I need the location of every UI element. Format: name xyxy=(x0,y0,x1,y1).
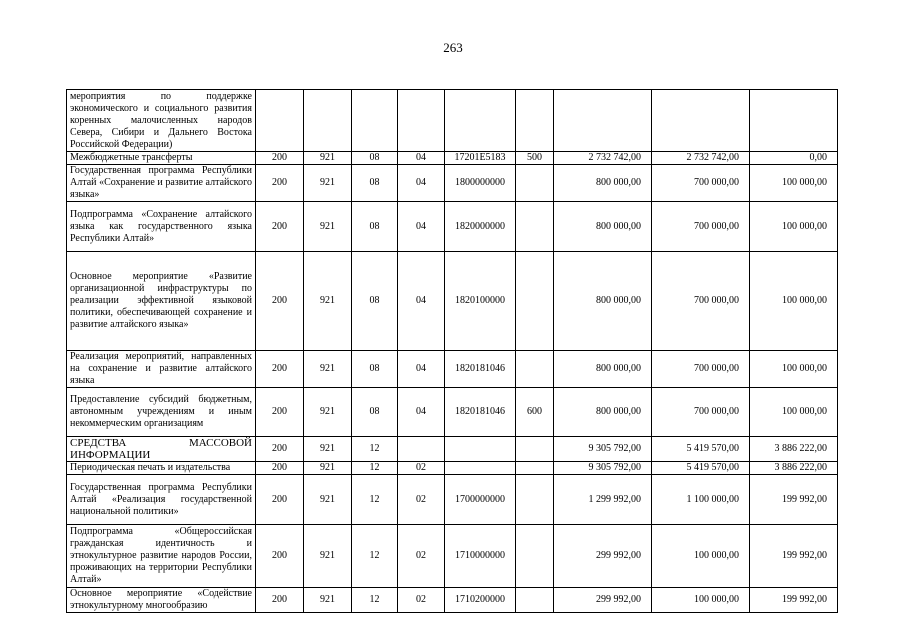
row-name-cell: Подпрограмма «Общероссийская гражданская идентичность и этнокультурное развитие народов России, проживающих на территории Республики Алтай» xyxy=(67,525,256,588)
code-cell-1: 200 xyxy=(256,475,304,525)
row-name-cell: мероприятия по поддержке экономического и социального развития коренных малочисленных народов Севера, Сибири и Дальнего Востока Российской Федерации) xyxy=(67,90,256,152)
amount-cell-1: 299 992,00 xyxy=(554,588,652,613)
code-cell-1: 200 xyxy=(256,437,304,462)
target-article-cell xyxy=(445,437,516,462)
section-cell: 08 xyxy=(352,202,398,252)
subsection-cell: 04 xyxy=(398,252,445,351)
subsection-cell: 04 xyxy=(398,165,445,202)
section-cell: 12 xyxy=(352,475,398,525)
code-cell-2: 921 xyxy=(304,152,352,165)
code-cell-2: 921 xyxy=(304,475,352,525)
code-cell-1: 200 xyxy=(256,165,304,202)
code-cell-1 xyxy=(256,90,304,152)
target-article-cell: 1820100000 xyxy=(445,252,516,351)
row-name-cell: Государственная программа Республики Алтай «Сохранение и развитие алтайского языка» xyxy=(67,165,256,202)
amount-cell-2: 700 000,00 xyxy=(652,351,750,388)
amount-cell-3: 0,00 xyxy=(750,152,838,165)
section-cell: 08 xyxy=(352,165,398,202)
code-cell-1: 200 xyxy=(256,388,304,437)
row-name-cell: Основное мероприятие «Содействие этнокультурному многообразию xyxy=(67,588,256,613)
row-name-cell: Подпрограмма «Сохранение алтайского языка как государственного языка Республики Алтай» xyxy=(67,202,256,252)
amount-cell-2: 2 732 742,00 xyxy=(652,152,750,165)
amount-cell-2: 5 419 570,00 xyxy=(652,462,750,475)
subsection-cell: 02 xyxy=(398,475,445,525)
amount-cell-2: 700 000,00 xyxy=(652,388,750,437)
subsection-cell: 04 xyxy=(398,388,445,437)
row-name-cell: Основное мероприятие «Развитие организационной инфраструктуры по реализации эффективной языковой политики, обеспечивающей сохранение и развитие алтайского языка» xyxy=(67,252,256,351)
table-body xyxy=(67,90,838,613)
expense-type-cell xyxy=(516,202,554,252)
budget-table xyxy=(66,89,838,613)
section-cell: 08 xyxy=(352,351,398,388)
table-row xyxy=(67,462,838,475)
section-cell xyxy=(352,90,398,152)
expense-type-cell xyxy=(516,165,554,202)
table-row xyxy=(67,475,838,525)
section-cell: 12 xyxy=(352,462,398,475)
table-row xyxy=(67,202,838,252)
target-article-cell: 1710200000 xyxy=(445,588,516,613)
expense-type-cell xyxy=(516,351,554,388)
table-row xyxy=(67,152,838,165)
target-article-cell: 1710000000 xyxy=(445,525,516,588)
code-cell-1: 200 xyxy=(256,525,304,588)
subsection-cell: 02 xyxy=(398,588,445,613)
code-cell-2: 921 xyxy=(304,165,352,202)
subsection-cell: 04 xyxy=(398,351,445,388)
table-row xyxy=(67,525,838,588)
amount-cell-2: 100 000,00 xyxy=(652,588,750,613)
amount-cell-3: 199 992,00 xyxy=(750,525,838,588)
section-cell: 12 xyxy=(352,437,398,462)
code-cell-1: 200 xyxy=(256,588,304,613)
table-row xyxy=(67,252,838,351)
expense-type-cell: 600 xyxy=(516,388,554,437)
target-article-cell: 1800000000 xyxy=(445,165,516,202)
section-cell: 08 xyxy=(352,152,398,165)
amount-cell-2: 1 100 000,00 xyxy=(652,475,750,525)
row-name-cell: Реализация мероприятий, направленных на сохранение и развитие алтайского языка xyxy=(67,351,256,388)
amount-cell-3: 199 992,00 xyxy=(750,588,838,613)
amount-cell-1: 800 000,00 xyxy=(554,252,652,351)
amount-cell-1: 2 732 742,00 xyxy=(554,152,652,165)
amount-cell-1: 299 992,00 xyxy=(554,525,652,588)
table-row xyxy=(67,388,838,437)
code-cell-2: 921 xyxy=(304,388,352,437)
code-cell-1: 200 xyxy=(256,252,304,351)
subsection-cell: 02 xyxy=(398,462,445,475)
code-cell-1: 200 xyxy=(256,462,304,475)
target-article-cell: 1700000000 xyxy=(445,475,516,525)
code-cell-2: 921 xyxy=(304,588,352,613)
amount-cell-3: 100 000,00 xyxy=(750,351,838,388)
expense-type-cell xyxy=(516,437,554,462)
code-cell-2: 921 xyxy=(304,462,352,475)
code-cell-1: 200 xyxy=(256,152,304,165)
target-article-cell: 1820000000 xyxy=(445,202,516,252)
subsection-cell xyxy=(398,437,445,462)
expense-type-cell: 500 xyxy=(516,152,554,165)
subsection-cell: 02 xyxy=(398,525,445,588)
subsection-cell: 04 xyxy=(398,202,445,252)
table-row xyxy=(67,165,838,202)
page-number: 263 xyxy=(443,40,463,55)
amount-cell-1: 800 000,00 xyxy=(554,388,652,437)
amount-cell-3: 100 000,00 xyxy=(750,165,838,202)
table-row xyxy=(67,351,838,388)
code-cell-1: 200 xyxy=(256,351,304,388)
expense-type-cell xyxy=(516,252,554,351)
target-article-cell xyxy=(445,462,516,475)
code-cell-2 xyxy=(304,90,352,152)
section-cell: 08 xyxy=(352,252,398,351)
amount-cell-3: 100 000,00 xyxy=(750,252,838,351)
amount-cell-2: 100 000,00 xyxy=(652,525,750,588)
amount-cell-3: 3 886 222,00 xyxy=(750,462,838,475)
row-name-cell: СРЕДСТВА МАССОВОЙ ИНФОРМАЦИИ xyxy=(67,437,256,462)
amount-cell-1: 800 000,00 xyxy=(554,202,652,252)
amount-cell-2 xyxy=(652,90,750,152)
amount-cell-2: 700 000,00 xyxy=(652,165,750,202)
section-cell: 12 xyxy=(352,588,398,613)
target-article-cell: 17201E5183 xyxy=(445,152,516,165)
subsection-cell xyxy=(398,90,445,152)
section-cell: 08 xyxy=(352,388,398,437)
amount-cell-3: 100 000,00 xyxy=(750,202,838,252)
code-cell-2: 921 xyxy=(304,252,352,351)
row-name-cell: Межбюджетные трансферты xyxy=(67,152,256,165)
code-cell-2: 921 xyxy=(304,437,352,462)
amount-cell-3 xyxy=(750,90,838,152)
amount-cell-2: 700 000,00 xyxy=(652,202,750,252)
row-name-cell: Периодическая печать и издательства xyxy=(67,462,256,475)
amount-cell-2: 5 419 570,00 xyxy=(652,437,750,462)
table-row xyxy=(67,90,838,152)
table-row xyxy=(67,588,838,613)
target-article-cell xyxy=(445,90,516,152)
amount-cell-1: 1 299 992,00 xyxy=(554,475,652,525)
amount-cell-3: 100 000,00 xyxy=(750,388,838,437)
target-article-cell: 1820181046 xyxy=(445,351,516,388)
amount-cell-1: 800 000,00 xyxy=(554,165,652,202)
amount-cell-1: 800 000,00 xyxy=(554,351,652,388)
expense-type-cell xyxy=(516,588,554,613)
row-name-cell: Государственная программа Республики Алтай «Реализация государственной национальной политики» xyxy=(67,475,256,525)
code-cell-2: 921 xyxy=(304,351,352,388)
amount-cell-1: 9 305 792,00 xyxy=(554,437,652,462)
amount-cell-3: 3 886 222,00 xyxy=(750,437,838,462)
table-row xyxy=(67,437,838,462)
amount-cell-3: 199 992,00 xyxy=(750,475,838,525)
code-cell-2: 921 xyxy=(304,202,352,252)
subsection-cell: 04 xyxy=(398,152,445,165)
expense-type-cell xyxy=(516,475,554,525)
amount-cell-2: 700 000,00 xyxy=(652,252,750,351)
expense-type-cell xyxy=(516,462,554,475)
expense-type-cell xyxy=(516,90,554,152)
expense-type-cell xyxy=(516,525,554,588)
code-cell-1: 200 xyxy=(256,202,304,252)
section-cell: 12 xyxy=(352,525,398,588)
code-cell-2: 921 xyxy=(304,525,352,588)
row-name-cell: Предоставление субсидий бюджетным, автономным учреждениям и иным некоммерческим организациям xyxy=(67,388,256,437)
target-article-cell: 1820181046 xyxy=(445,388,516,437)
amount-cell-1: 9 305 792,00 xyxy=(554,462,652,475)
amount-cell-1 xyxy=(554,90,652,152)
